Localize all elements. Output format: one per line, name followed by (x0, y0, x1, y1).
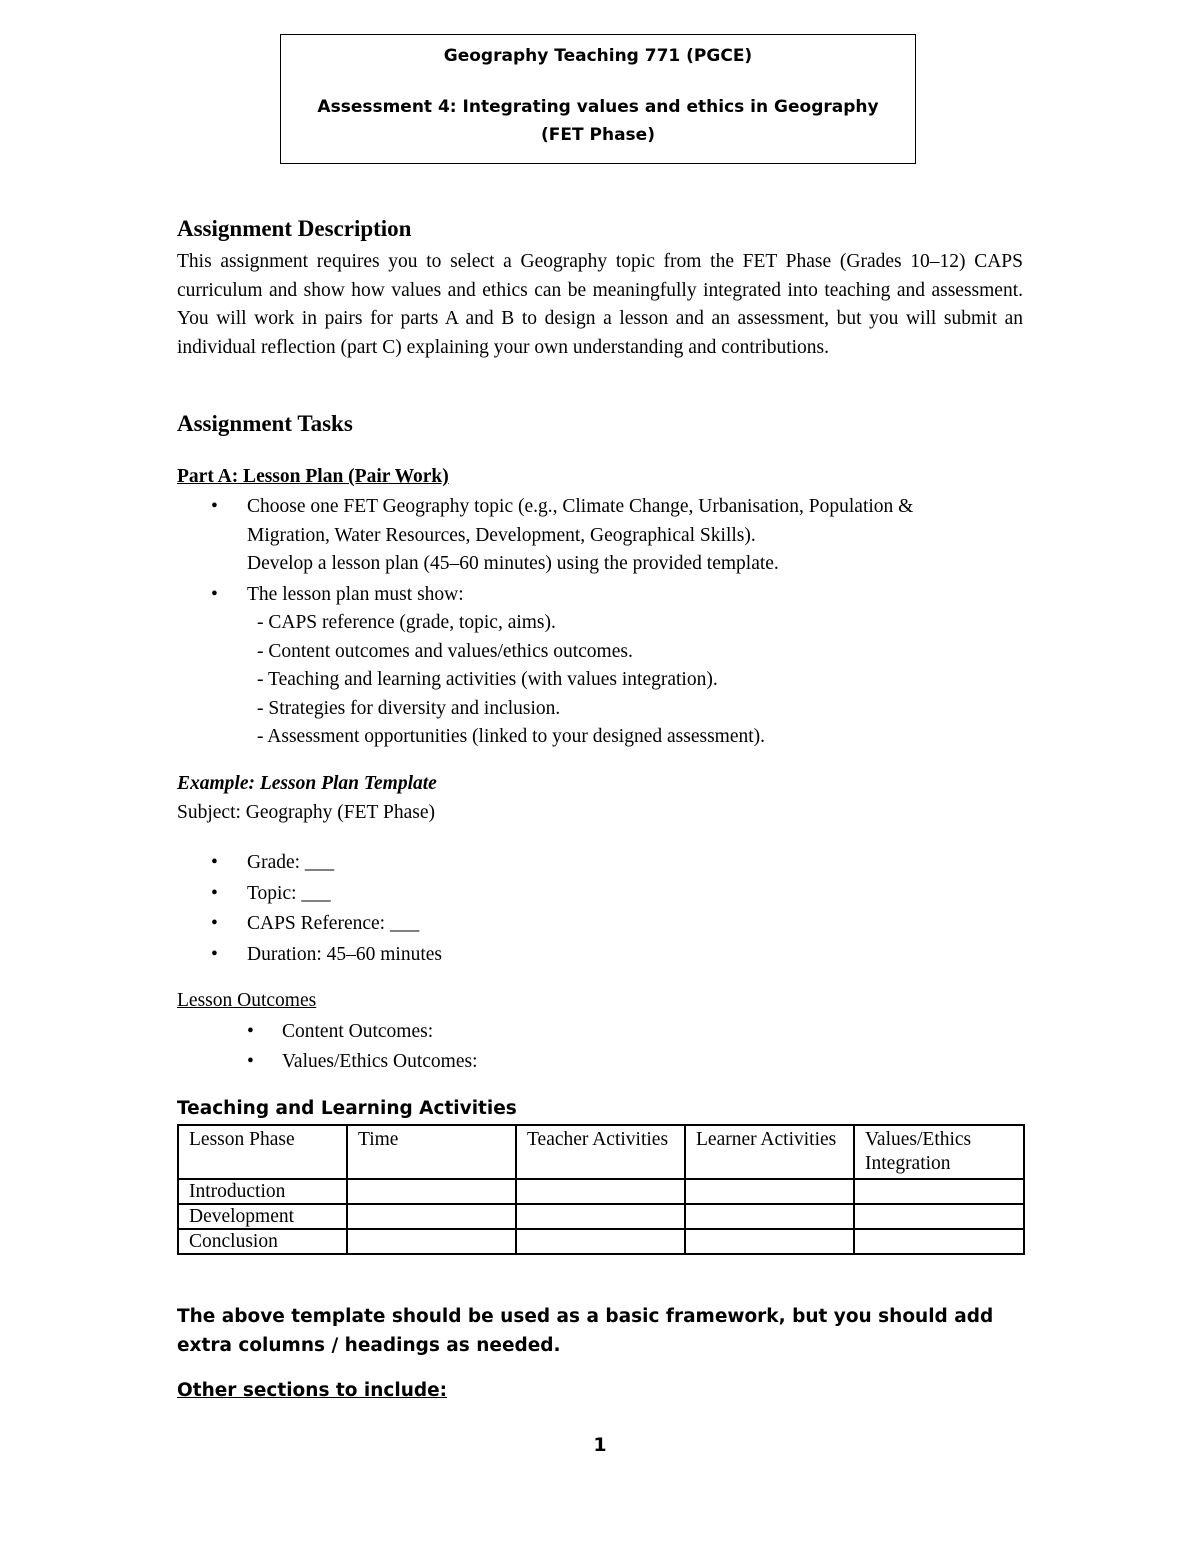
table-row (178, 1229, 1024, 1254)
table-cell (516, 1179, 685, 1204)
bullet-icon: • (211, 943, 218, 965)
table-cell (347, 1229, 516, 1254)
description-heading: Assignment Description (177, 216, 412, 241)
header-values-ethics: Values/Ethics Integration (854, 1125, 1024, 1179)
field-duration: Duration: 45–60 minutes (247, 943, 442, 965)
assessment-title (281, 93, 915, 149)
outcome-content: Content Outcomes: (282, 1021, 434, 1042)
template-subject: Subject: Geography (FET Phase) (177, 802, 435, 823)
field-caps-reference: CAPS Reference: ___ (247, 913, 420, 934)
course-title: Geography Teaching 771 (PGCE) (443, 46, 753, 66)
outcome-values: Values/Ethics Outcomes: (282, 1050, 478, 1072)
outcomes-title: Lesson Outcomes (177, 990, 317, 1011)
activities-table (177, 1124, 1025, 1255)
table-row (178, 1204, 1024, 1229)
bullet-icon: • (211, 496, 218, 517)
bullet-icon: • (247, 1021, 254, 1042)
part-a-bullets (177, 493, 913, 752)
table-cell (516, 1204, 685, 1229)
description-text: This assignment requires you to select a Geography topic from the FET Phase (Grades 10–12) CAPS curriculum and show how values and ethics can be meaningfully integrated into teaching and assessment. You will work in pairs for parts A and B to design a lesson and an assessment, but you will submit an individual reflection (part C) explaining your own understanding and contributions. (177, 251, 1023, 358)
table-cell (854, 1229, 1024, 1254)
list-item (177, 879, 442, 910)
list-item (177, 909, 442, 940)
list-item (177, 848, 442, 879)
outcomes-list (177, 1017, 478, 1076)
assessment-title-line2: (FET Phase) (541, 125, 655, 145)
sub-item: - CAPS reference (grade, topic, aims). (257, 612, 556, 633)
template-fields (177, 848, 442, 970)
table-cell (854, 1179, 1024, 1204)
template-title: Example: Lesson Plan Template (177, 773, 437, 794)
bullet-icon: • (211, 913, 218, 934)
header-learner-activities: Learner Activities (685, 1125, 854, 1179)
table-cell (854, 1204, 1024, 1229)
activities-table-title: Teaching and Learning Activities (177, 1098, 517, 1119)
header-lesson-phase: Lesson Phase (178, 1125, 347, 1179)
sub-item: - Teaching and learning activities (with values integration). (257, 669, 718, 690)
field-grade: Grade: ___ (247, 852, 335, 873)
page-number: 1 (593, 1434, 607, 1456)
assessment-title-line1: Assessment 4: Integrating values and ethics in Geography (317, 97, 879, 117)
table-cell (347, 1204, 516, 1229)
list-item (177, 493, 913, 579)
list-item (177, 1047, 478, 1077)
list-item (177, 940, 442, 971)
table-cell (516, 1229, 685, 1254)
sub-item: - Content outcomes and values/ethics outcomes. (257, 640, 633, 662)
list-item (177, 581, 913, 752)
table-cell (347, 1179, 516, 1204)
bullet2-text: The lesson plan must show: (247, 583, 464, 605)
template-note: The above template should be used as a basic framework, but you should add extra columns / headings as needed. (177, 1306, 994, 1356)
bullet1-line2: Migration, Water Resources, Development, Geographical Skills). (247, 524, 756, 546)
row-label: Development (178, 1204, 347, 1229)
table-cell (685, 1179, 854, 1204)
sub-item: - Strategies for diversity and inclusion. (257, 697, 561, 719)
sub-item: - Assessment opportunities (linked to your designed assessment). (257, 726, 766, 747)
bullet-icon: • (211, 882, 218, 904)
bullet-icon: • (211, 852, 218, 873)
table-header-row (178, 1125, 1024, 1179)
list-item (177, 1017, 478, 1047)
bullet1-line3: Develop a lesson plan (45–60 minutes) using the provided template. (247, 553, 779, 574)
other-sections-heading: Other sections to include: (177, 1380, 448, 1401)
header-time: Time (347, 1125, 516, 1179)
header-teacher-activities: Teacher Activities (516, 1125, 685, 1179)
table-cell (685, 1229, 854, 1254)
title-box (280, 34, 916, 164)
bullet1-line1: Choose one FET Geography topic (e.g., Climate Change, Urbanisation, Population & (247, 496, 914, 517)
bullet-icon: • (211, 583, 218, 605)
table-row (178, 1179, 1024, 1204)
part-a-title: Part A: Lesson Plan (Pair Work) (177, 466, 449, 487)
row-label: Introduction (178, 1179, 347, 1204)
row-label: Conclusion (178, 1229, 347, 1254)
bullet-icon: • (247, 1050, 254, 1072)
tasks-heading: Assignment Tasks (177, 411, 353, 436)
table-cell (685, 1204, 854, 1229)
field-topic: Topic: ___ (247, 882, 331, 904)
